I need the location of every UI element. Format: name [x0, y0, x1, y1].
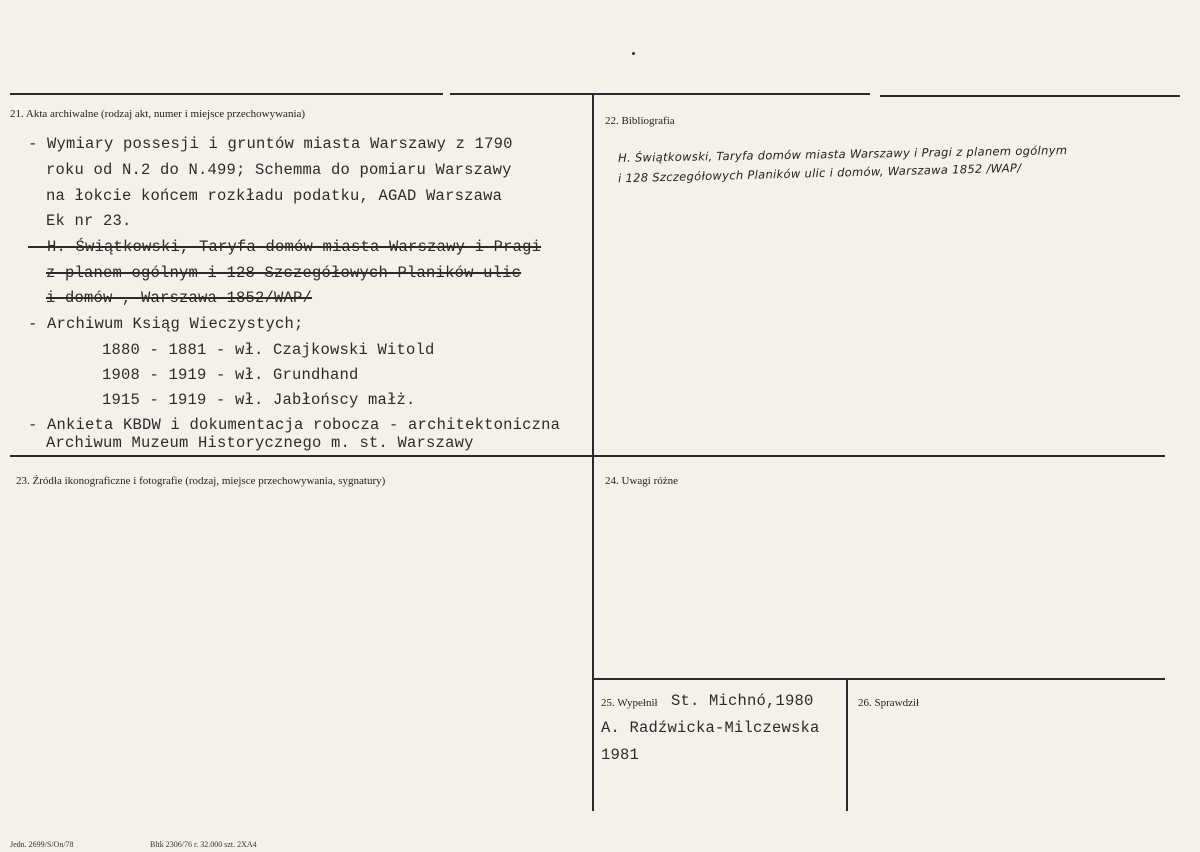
- archive-line-3: na łokcie końcem rozkładu podatku, AGAD Warszawa: [46, 187, 503, 205]
- top-rule-left: [10, 93, 443, 95]
- top-rule-mid: [450, 93, 870, 95]
- signature-divider: [846, 678, 848, 811]
- archive-line-4: Ek nr 23.: [46, 212, 132, 230]
- archive-line-7-struck: i domów , Warszawa 1852/WAP/: [46, 289, 313, 307]
- ink-dot: [632, 52, 635, 55]
- section-24-label: 24. Uwagi różne: [605, 475, 679, 487]
- lower-right-rule: [592, 678, 1165, 680]
- archive-line-2: roku od N.2 do N.499; Schemma do pomiaru Warszawy: [46, 161, 512, 179]
- archive-line-10: 1908 - 1919 - wł. Grundhand: [102, 366, 359, 384]
- section-26-label: 26. Sprawdził: [858, 697, 920, 709]
- archive-line-9: 1880 - 1881 - wł. Czajkowski Witold: [102, 341, 435, 359]
- archive-line-5-struck: - H. Świątkowski, Taryfa domów miasta Warszawy i Pragi: [28, 238, 542, 256]
- middle-rule: [10, 455, 1165, 457]
- footer-left-code: Jedn. 2699/S/On/78: [10, 840, 74, 849]
- filled-by-line-3: 1981: [601, 746, 640, 764]
- filled-by-line-1: St. Michnó,1980: [671, 692, 814, 710]
- bibliography-handwriting-2: i 128 Szczegółowych Planików ulic i domów, Warszawa 1852 /WAP/: [617, 160, 1022, 186]
- archive-line-11: 1915 - 1919 - wł. Jabłońscy małż.: [102, 391, 416, 409]
- archive-line-12: - Ankieta KBDW i dokumentacja robocza - architektoniczna: [28, 416, 561, 434]
- top-rule-right: [880, 95, 1180, 97]
- section-25-label: 25. Wypełnił: [601, 697, 658, 709]
- section-22-label: 22. Bibliografia: [605, 115, 675, 127]
- section-21-label: 21. Akta archiwalne (rodzaj akt, numer i miejsce przechowywania): [10, 108, 306, 120]
- vertical-divider-main: [592, 95, 594, 811]
- archive-line-6-struck: z planem ogólnym i 128 Szczegółowych Planików ulic: [46, 264, 522, 282]
- section-23-label: 23. Źródła ikonograficzne i fotografie (rodzaj, miejsce przechowywania, sygnatury): [16, 475, 386, 487]
- archive-line-13: Archiwum Muzeum Historycznego m. st. Warszawy: [46, 434, 474, 452]
- filled-by-line-2: A. Radźwicka-Milczewska: [601, 719, 820, 737]
- archive-line-8: - Archiwum Ksiąg Wieczystych;: [28, 315, 304, 333]
- archive-line-1: - Wymiary possesji i gruntów miasta Warszawy z 1790: [28, 135, 513, 153]
- footer-right-code: Bltk 2306/76 r. 32.000 szt. 2XA4: [150, 840, 257, 849]
- bibliography-handwriting-1: H. Świątkowski, Taryfa domów miasta Warszawy i Pragi z planem ogólnym: [617, 143, 1068, 165]
